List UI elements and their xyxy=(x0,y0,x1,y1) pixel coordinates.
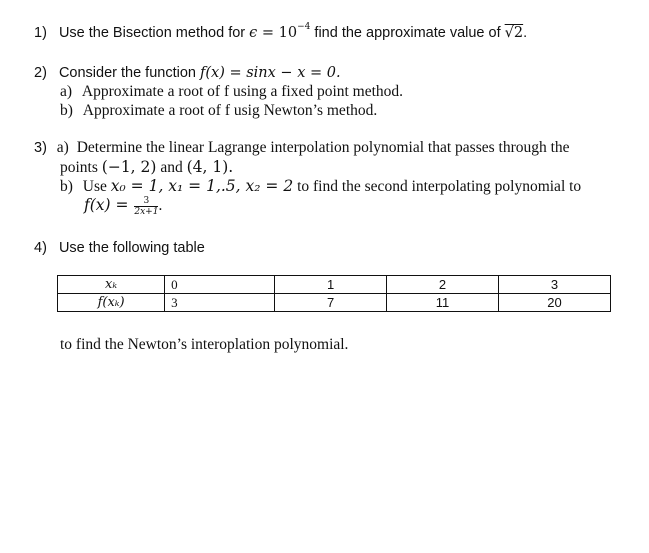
table-cell-x1: 1 xyxy=(275,276,387,294)
q3-frac-num: 3 xyxy=(134,196,158,207)
q3-b-label: b) xyxy=(60,178,73,195)
q2-b-label: b) xyxy=(60,102,73,119)
data-table xyxy=(57,275,611,312)
question-1 xyxy=(34,24,527,41)
q3-b-nodes: x₀ = 1, x₁ = 1,.5, x₂ = 2 xyxy=(110,177,294,195)
q2-part-b xyxy=(60,102,377,120)
q1-epsilon: ϵ xyxy=(249,24,258,41)
q3-a-line2 xyxy=(60,158,233,177)
q3-b-text-pre: Use xyxy=(82,178,111,195)
q2-a-label: a) xyxy=(60,83,73,100)
q3-function-definition xyxy=(84,196,162,217)
table-cell-f-label: f(xₖ) xyxy=(58,294,165,312)
q2-function: f(x) = sinx − x = 0. xyxy=(200,65,341,81)
q3-point1: (−1, 2) xyxy=(101,158,157,176)
q3-a-line1: Determine the linear Lagrange interpolation polynomial that passes through the xyxy=(76,139,570,156)
q3-f-lhs: f(x) = xyxy=(84,196,129,215)
table-cell-f0: 3 xyxy=(165,294,275,312)
table-row-f xyxy=(58,294,611,312)
question-3 xyxy=(34,139,570,157)
q1-text-pre: Use the Bisection method for xyxy=(58,24,250,41)
table-cell-x3: 3 xyxy=(498,276,610,294)
q3-a-line2-pre: points xyxy=(60,159,102,176)
q3-f-end: . xyxy=(158,197,163,215)
table-row-x xyxy=(58,276,611,294)
q4-closing: to find the Newton’s interoplation polynomial. xyxy=(60,336,349,353)
q3-fraction xyxy=(134,196,158,217)
q4-intro: Use the following table xyxy=(58,240,205,256)
table-cell-f3: 20 xyxy=(498,294,610,312)
q2-number: 2) xyxy=(34,65,47,81)
q1-number: 1) xyxy=(34,24,47,41)
q3-b-text-post: to find the second interpolating polynomial to xyxy=(293,178,582,195)
q3-number: 3) xyxy=(34,140,47,156)
q2-a-text: Approximate a root of f using a fixed point method. xyxy=(81,83,404,100)
table-cell-f1: 7 xyxy=(275,294,387,312)
q3-a-label: a) xyxy=(56,139,69,156)
q1-end: . xyxy=(523,24,528,41)
question-2 xyxy=(34,65,341,81)
q3-part-b xyxy=(60,177,581,196)
q1-exponent: −4 xyxy=(297,22,311,32)
q1-text-post: find the approximate value of xyxy=(310,24,505,41)
table-cell-x0: 0 xyxy=(165,276,275,294)
q1-sqrt: √2 xyxy=(504,24,524,41)
q3-point2: (4, 1). xyxy=(186,158,234,176)
table-cell-x-label: xₖ xyxy=(58,276,165,294)
q2-b-text: Approximate a root of f usig Newton’s method. xyxy=(82,102,378,119)
table-cell-x2: 2 xyxy=(387,276,499,294)
q1-equals: = 10 xyxy=(257,24,298,41)
question-4 xyxy=(34,240,205,256)
q3-frac-den: 2x+1 xyxy=(134,207,159,217)
table-cell-f2: 11 xyxy=(387,294,499,312)
q4-number: 4) xyxy=(34,240,47,256)
q2-intro: Consider the function xyxy=(58,65,200,81)
q2-part-a xyxy=(60,83,403,101)
q3-a-and: and xyxy=(156,159,187,176)
